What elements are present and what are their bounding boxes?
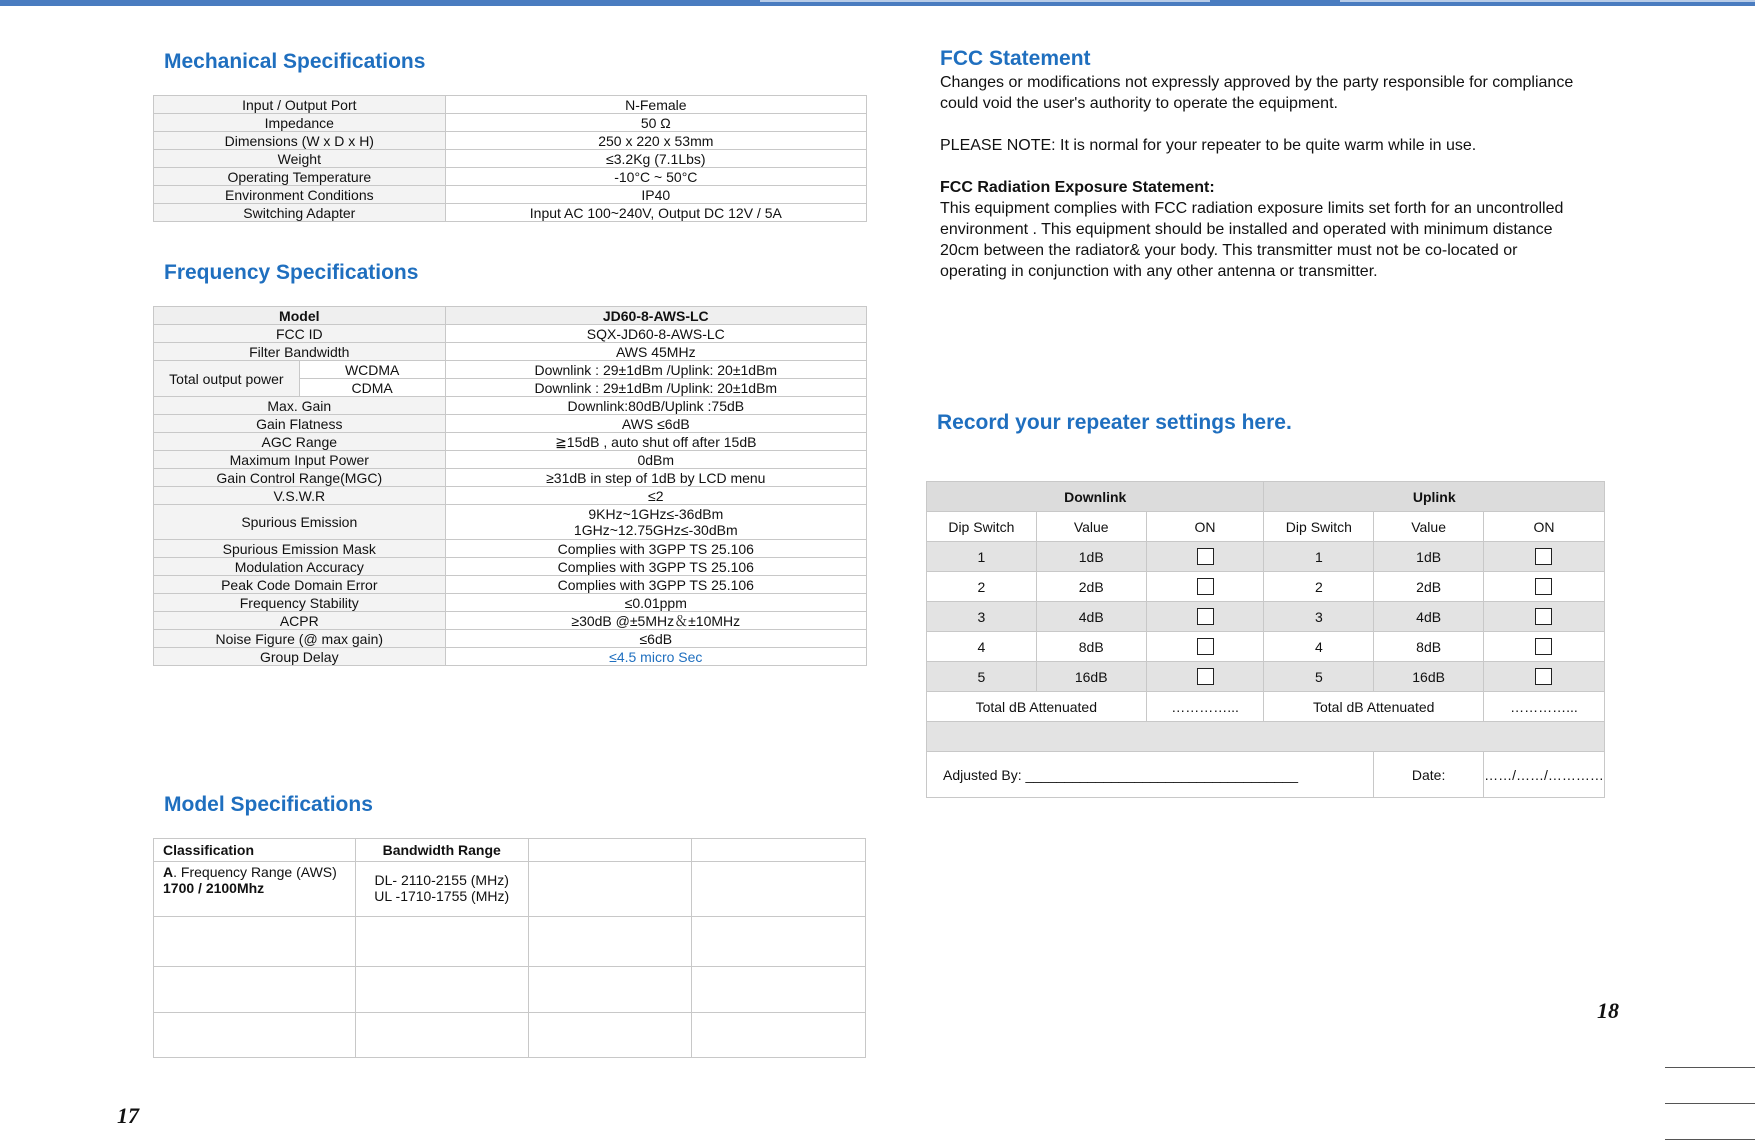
total-uplink-field[interactable]: …………...: [1483, 692, 1604, 722]
downlink-on-checkbox[interactable]: [1197, 548, 1214, 565]
frequency-specs-title: Frequency Specifications: [164, 261, 419, 284]
fcc-radiation-title: FCC Radiation Exposure Statement:: [940, 179, 1215, 196]
table-row: Noise Figure (@ max gain) ≤6dB: [154, 630, 867, 648]
table-row: Maximum Input Power 0dBm: [154, 451, 867, 469]
fcc-paragraph-1: Changes or modifications not expressly approved by the party responsible for compliance could void the user's authority to operate the equipment.: [940, 74, 1574, 112]
table-row: Modulation Accuracy Complies with 3GPP TS 25.106: [154, 558, 867, 576]
uplink-on-checkbox[interactable]: [1535, 548, 1552, 565]
table-row: Impedance 50 Ω: [154, 114, 867, 132]
table-row: Environment Conditions IP40: [154, 186, 867, 204]
table-row: 2 2dB 2 2dB: [927, 572, 1605, 602]
table-row: Max. Gain Downlink:80dB/Uplink :75dB: [154, 397, 867, 415]
table-row: Gain Control Range(MGC) ≥31dB in step of 1dB by LCD menu: [154, 469, 867, 487]
frequency-specs-table: [153, 306, 867, 666]
table-row: 3 4dB 3 4dB: [927, 602, 1605, 632]
record-settings-title: Record your repeater settings here.: [937, 411, 1292, 434]
table-row: Adjusted By: ___________________________________ Date: ……/……/…………: [927, 752, 1605, 798]
table-row: Gain Flatness AWS ≤6dB: [154, 415, 867, 433]
total-downlink-field[interactable]: …………...: [1146, 692, 1264, 722]
table-row: [154, 1013, 866, 1058]
uplink-on-checkbox[interactable]: [1535, 638, 1552, 655]
table-row: Frequency Stability ≤0.01ppm: [154, 594, 867, 612]
table-row: [927, 722, 1605, 752]
uplink-on-checkbox[interactable]: [1535, 578, 1552, 595]
table-row: Weight ≤3.2Kg (7.1Lbs): [154, 150, 867, 168]
downlink-header: Downlink: [927, 482, 1264, 512]
table-row: FCC ID SQX-JD60-8-AWS-LC: [154, 325, 867, 343]
top-border-bar: [0, 0, 1755, 6]
table-row: Model JD60-8-AWS-LC: [154, 307, 867, 325]
table-row: Spurious Emission 9KHz~1GHz≤-36dBm 1GHz~12.75GHz≤-30dBm: [154, 505, 867, 540]
downlink-on-checkbox[interactable]: [1197, 638, 1214, 655]
fcc-paragraph-3: This equipment complies with FCC radiation exposure limits set forth for an uncontrolled environment . This equipment should be installed and operated with minimum distance 20cm between the radiator& your body. This transmitter must not be co-located or operating in conjunction with any other antenna or transmitter.: [940, 200, 1564, 280]
record-settings-table: [926, 481, 1605, 798]
mechanical-specs-table: [153, 95, 867, 222]
table-row: Filter Bandwidth AWS 45MHz: [154, 343, 867, 361]
table-row: ACPR ≥30dB @±5MHz＆±10MHz: [154, 612, 867, 630]
downlink-on-checkbox[interactable]: [1197, 578, 1214, 595]
model-specs-title: Model Specifications: [164, 793, 373, 816]
table-row: Total dB Attenuated …………... Total dB Attenuated …………...: [927, 692, 1605, 722]
downlink-on-checkbox[interactable]: [1197, 668, 1214, 685]
date-field[interactable]: ……/……/…………: [1483, 752, 1604, 798]
fcc-note: PLEASE NOTE: It is normal for your repeater to be quite warm while in use.: [940, 137, 1477, 154]
page-number-left: 17: [117, 1103, 139, 1128]
table-row: Dip Switch Value ON Dip Switch Value ON: [927, 512, 1605, 542]
table-row: 4 8dB 4 8dB: [927, 632, 1605, 662]
table-row: Spurious Emission Mask Complies with 3GPP TS 25.106: [154, 540, 867, 558]
fcc-title: FCC Statement: [940, 47, 1091, 70]
table-row: CDMA Downlink : 29±1dBm /Uplink: 20±1dBm: [154, 379, 867, 397]
model-specs-table: [153, 838, 866, 1058]
table-row: Peak Code Domain Error Complies with 3GPP TS 25.106: [154, 576, 867, 594]
adjusted-by-field[interactable]: Adjusted By: ___________________________________: [927, 752, 1374, 798]
margin-line: [1665, 1103, 1755, 1104]
table-row: 5 16dB 5 16dB: [927, 662, 1605, 692]
page-number-right: 18: [1597, 998, 1619, 1023]
uplink-header: Uplink: [1264, 482, 1605, 512]
table-row: [154, 967, 866, 1013]
table-row: A. Frequency Range (AWS) 1700 / 2100Mhz DL- 2110-2155 (MHz) UL -1710-1755 (MHz): [154, 862, 866, 917]
table-row: V.S.W.R ≤2: [154, 487, 867, 505]
mechanical-specs-title: Mechanical Specifications: [164, 50, 426, 73]
table-row: 1 1dB 1 1dB: [927, 542, 1605, 572]
table-row: Total output power WCDMA Downlink : 29±1dBm /Uplink: 20±1dBm: [154, 361, 867, 379]
table-row: [927, 482, 1605, 512]
table-row: [154, 917, 866, 967]
margin-line: [1665, 1139, 1755, 1140]
uplink-on-checkbox[interactable]: [1535, 608, 1552, 625]
downlink-on-checkbox[interactable]: [1197, 608, 1214, 625]
table-row: Dimensions (W x D x H) 250 x 220 x 53mm: [154, 132, 867, 150]
margin-line: [1665, 1067, 1755, 1068]
table-row: Group Delay ≤4.5 micro Sec: [154, 648, 867, 666]
table-row: Operating Temperature -10°C ~ 50°C: [154, 168, 867, 186]
table-row: Switching Adapter Input AC 100~240V, Output DC 12V / 5A: [154, 204, 867, 222]
table-row: Classification Bandwidth Range: [154, 839, 866, 862]
table-row: AGC Range ≧15dB , auto shut off after 15dB: [154, 433, 867, 451]
table-row: Input / Output Port N-Female: [154, 96, 867, 114]
fcc-statement: [940, 46, 1580, 282]
uplink-on-checkbox[interactable]: [1535, 668, 1552, 685]
